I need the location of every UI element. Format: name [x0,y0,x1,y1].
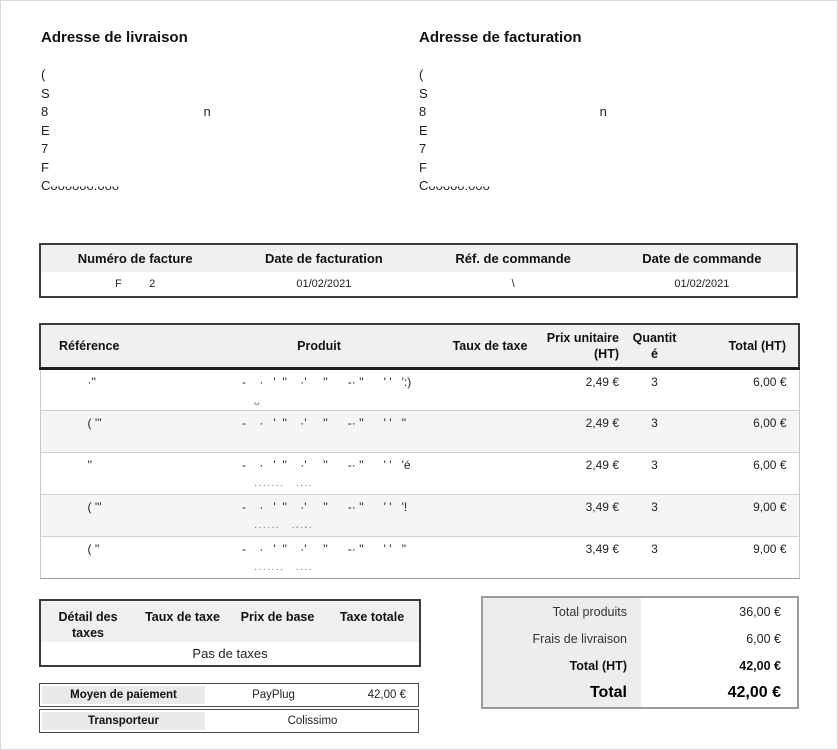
total-products-value: 36,00 € [739,604,781,619]
shipping-fees-label: Frais de livraison [483,625,641,652]
table-row [40,368,799,410]
reference-cell: '' [40,452,192,494]
product-header-row [40,324,799,368]
invoice-info-table [39,243,798,298]
invoice-date-header: Date de facturation [229,244,418,272]
address-line: S [419,85,428,101]
tax-rate-column-header: Taux de taxe [135,600,230,642]
total-ht-label: Total (HT) [483,653,641,680]
table-row [40,536,799,578]
product-cell [192,452,446,494]
reference-cell: ( ''' [40,494,192,536]
invoice-info-value-row [40,272,797,297]
payment-method-value: PayPlug [252,689,295,701]
address-line: ( [41,67,46,82]
quantity-header: Quantité [622,324,687,368]
billing-address-title: Adresse de facturation [419,29,582,46]
totals-box [481,596,799,709]
product-cell [192,494,446,536]
order-ref-value: \ [419,272,608,297]
address-line: 8 n [41,104,211,119]
address-line: 7 [41,141,49,156]
address-line: E [41,122,50,138]
product-header: Produit [192,324,446,368]
product-name-fragment: - · ' '' ·' '' -· '' ' ' '' [242,541,407,556]
line-total-cell: 6,00 € [687,410,799,452]
quantity-cell: 3 [622,494,687,536]
product-cell [192,536,446,578]
order-ref-header: Réf. de commande [419,244,608,272]
tax-rate-header: Taux de taxe [446,324,534,368]
payment-method-value-area [207,684,418,706]
grand-total-value: 42,00 € [727,684,781,702]
order-date-value: 01/02/2021 [608,272,797,297]
tax-rate-cell [446,368,534,410]
product-table [39,323,800,579]
table-row [40,452,799,494]
address-line: F [41,159,49,175]
invoice-number-header: Numéro de facture [40,244,229,272]
invoice-date-value: 01/02/2021 [229,272,418,297]
tax-rate-cell [446,536,534,578]
carrier-value-area [207,710,418,732]
billing-address-lines [419,66,779,196]
address-line: 7 [419,141,427,156]
product-name-fragment: - · ' '' ·' '' -· '' ' ' '! [242,499,408,514]
tax-rate-cell [446,494,534,536]
order-date-header: Date de commande [608,244,797,272]
product-name-fragment: - · ' '' ·' '' -· '' ' ' ':) [242,374,412,389]
unit-price-header: Prix unitaire (HT) [534,324,622,368]
invoice-info-header-row [40,244,797,272]
unit-price-cell: 3,49 € [534,494,622,536]
quantity-cell: 3 [622,368,687,410]
address-line: F [419,159,427,175]
billing-address-block [419,29,779,196]
tax-details-table [39,599,421,667]
product-subline-fragment: ᴗ [254,396,261,408]
carrier-value: Colissimo [287,715,338,727]
product-cell [192,368,446,410]
quantity-cell: 3 [622,410,687,452]
product-subline-fragment: ······ ·-·-· [254,521,313,533]
tax-detail-header: Détail des taxes [40,600,135,642]
table-row [40,410,799,452]
line-total-cell: 9,00 € [687,536,799,578]
unit-price-cell: 2,49 € [534,368,622,410]
no-taxes-message: Pas de taxes [40,642,420,666]
tax-rate-cell [446,452,534,494]
payment-method-amount: 42,00 € [367,689,406,701]
shipping-address-lines [41,66,401,196]
payment-method-label: Moyen de paiement [40,684,207,706]
grand-total-label: Total [483,680,641,707]
reference-header: Référence [40,324,192,368]
line-total-header: Total (HT) [687,324,799,368]
product-cell [192,410,446,452]
payment-method-row [39,683,419,707]
unit-price-cell: 2,49 € [534,452,622,494]
tax-empty-row [40,642,420,666]
address-line: ( [419,67,424,82]
address-line: E [419,122,428,138]
table-row [40,494,799,536]
reference-cell: ( '' [40,536,192,578]
product-subline-fragment: ······· ···· [254,563,313,575]
unit-price-cell: 2,49 € [534,410,622,452]
reference-cell: ·'' [40,368,192,410]
product-name-fragment: - · ' '' ·' '' -· '' ' ' '' [242,415,407,430]
address-line: Cᴗᴗᴗᴗᴗᴗ.ᴗᴗᴗ [41,178,120,193]
address-line: Cᴗᴗᴗᴗᴗ.ᴗᴗᴗ [419,178,490,193]
shipping-address-title: Adresse de livraison [41,29,188,46]
line-total-cell: 9,00 € [687,494,799,536]
total-tax-header: Taxe totale [325,600,420,642]
product-subline-fragment: ······· ···· [254,479,313,491]
invoice-number-value: F 2 [40,272,229,297]
tax-header-row [40,600,420,642]
shipping-fees-value: 6,00 € [746,631,781,646]
quantity-cell: 3 [622,536,687,578]
carrier-label: Transporteur [40,710,207,732]
reference-cell: ( ''' [40,410,192,452]
total-ht-value: 42,00 € [739,659,781,674]
address-line: S [41,85,50,101]
address-line: 8 n [419,104,607,119]
total-products-label: Total produits [483,598,641,625]
line-total-cell: 6,00 € [687,452,799,494]
shipping-address-block [41,29,401,196]
line-total-cell: 6,00 € [687,368,799,410]
unit-price-cell: 3,49 € [534,536,622,578]
tax-rate-cell [446,410,534,452]
quantity-cell: 3 [622,452,687,494]
product-name-fragment: - · ' '' ·' '' -· '' ' ' 'é [242,457,411,472]
carrier-row [39,709,419,733]
base-price-header: Prix de base [230,600,325,642]
